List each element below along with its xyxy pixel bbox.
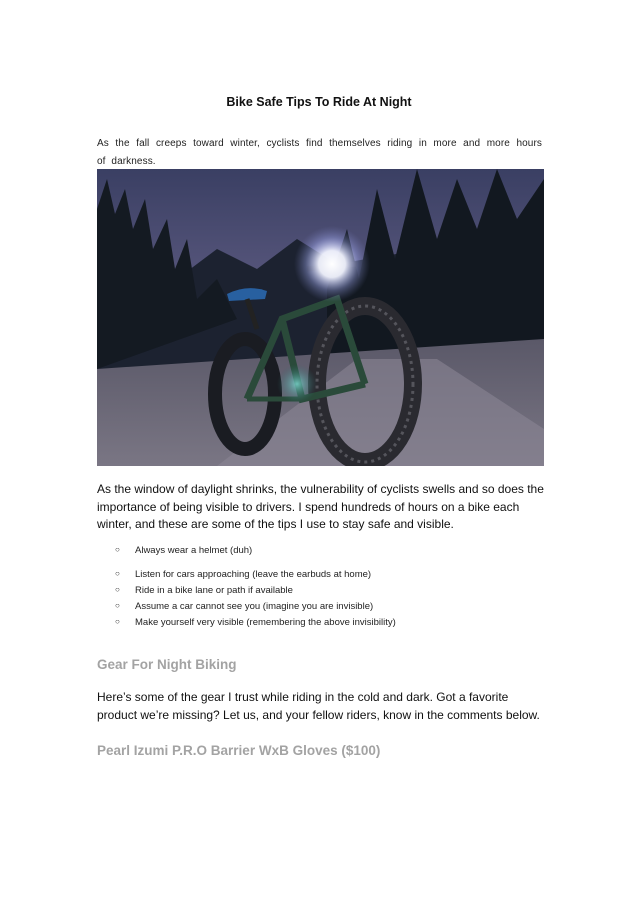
list-item	[115, 545, 535, 569]
list-item	[115, 569, 535, 585]
tip-text: Make yourself very visible (remembering the above invisibility)	[135, 617, 396, 628]
list-item	[115, 601, 535, 617]
bullet-icon: ○	[115, 617, 120, 626]
intro-paragraph: As the fall creeps toward winter, cyclists find themselves riding in more and more hours of darkness.	[97, 138, 542, 167]
list-item	[115, 617, 535, 633]
bullet-icon: ○	[115, 545, 120, 554]
gear-paragraph: Here’s some of the gear I trust while riding in the cold and dark. Got a favorite product we’re missing? Let us, and your fellow riders, know in the comments below.	[97, 690, 540, 722]
visibility-paragraph: As the window of daylight shrinks, the vulnerability of cyclists swells and so does the importance of being visible to drivers. I spend hundreds of hours on a bike each winter, and these are some of the tips I use to stay safe and visible.	[97, 482, 544, 531]
tip-text: Assume a car cannot see you (imagine you are invisible)	[135, 601, 374, 612]
tip-text: Listen for cars approaching (leave the earbuds at home)	[135, 569, 372, 580]
product-heading: Pearl Izumi P.R.O Barrier WxB Gloves ($100)	[97, 743, 381, 758]
page-title: Bike Safe Tips To Ride At Night	[226, 95, 412, 109]
tip-text: Ride in a bike lane or path if available	[135, 585, 293, 596]
tip-text: Always wear a helmet (duh)	[135, 545, 253, 556]
bullet-icon: ○	[115, 569, 120, 578]
bullet-icon: ○	[115, 585, 120, 594]
tips-list	[115, 545, 535, 633]
bullet-icon: ○	[115, 601, 120, 610]
bike-at-night-photo	[97, 169, 544, 466]
list-item	[115, 585, 535, 601]
section-heading: Gear For Night Biking	[97, 657, 237, 672]
